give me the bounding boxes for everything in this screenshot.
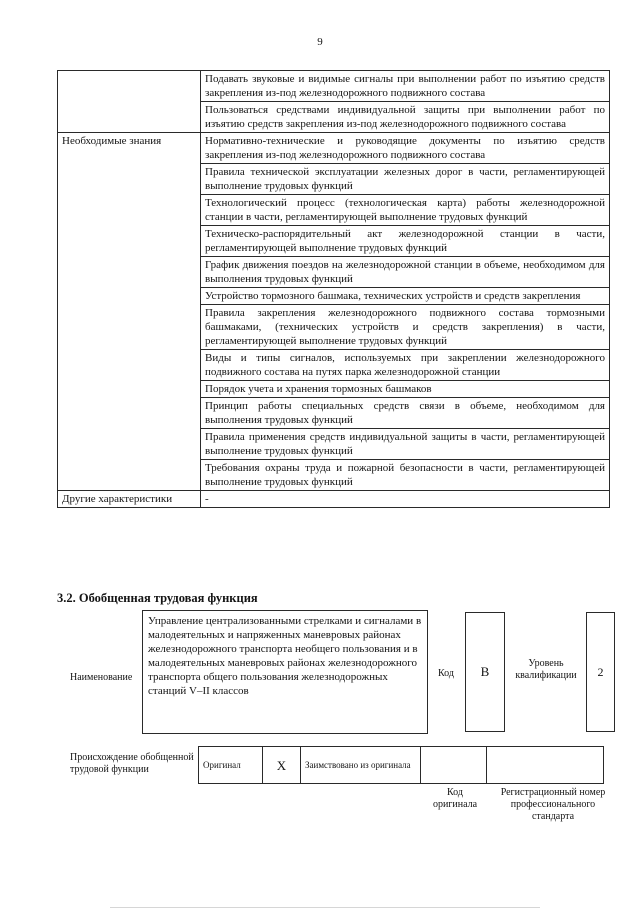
reg-number-cell [487,747,604,784]
borrowed-label: Заимствовано из оригинала [301,747,421,784]
skills-table [57,70,610,508]
knowledge-item: Техническо-распорядительный акт железнодорожной станции в части, регламентирующей выполнение трудовых функций [201,226,610,257]
origin-label: Происхождение обобщенной трудовой функции [70,752,194,775]
bottom-rule [110,907,540,908]
name-label: Наименование [70,672,133,683]
knowledge-item: Устройство тормозного башмака, технических устройств и средств закрепления [201,288,610,305]
empty-label-cell [58,71,201,133]
table-row [199,747,604,784]
other-value: - [201,491,610,508]
original-label: Оригинал [199,747,263,784]
other-label: Другие характеристики [58,491,201,508]
page-number: 9 [317,36,323,48]
code-label: Код [438,668,454,679]
skill-item: Подавать звуковые и видимые сигналы при выполнении работ по изъятию средств закрепления из-под железнодорожного подвижного состава [201,71,610,102]
origin-table [198,746,604,784]
section-heading: 3.2. Обобщенная трудовая функция [57,591,258,605]
knowledge-item: Правила закрепления железнодорожного подвижного состава тормозными башмаками, (технических устройств и средств закрепления) в части, регламентирующей выполнение трудовых функций [201,305,610,350]
original-code-caption: Код оригинала [432,787,478,810]
knowledge-item: График движения поездов на железнодорожной станции в объеме, необходимом для выполнения трудовых функций [201,257,610,288]
skill-item: Пользоваться средствами индивидуальной защиты при выполнении работ по изъятию средств закрепления из-под железнодорожного подвижного состава [201,102,610,133]
knowledge-label: Необходимые знания [58,133,201,491]
knowledge-item: Технологический процесс (технологическая карта) работы железнодорожной станции в части, регламентирующей выполнение трудовых функций [201,195,610,226]
level-label: Уровень квалификации [515,658,577,681]
function-name-box: Управление централизованными стрелками и сигналами в малодеятельных и напряженных маневровых районах железнодорожного транспорта необщего пользования и в малодеятельных маневровых районах железнодорожного транспорта общего пользования железнодорожных станций V–II классов [142,610,428,734]
table-row [58,491,610,508]
reg-number-caption: Регистрационный номер профессионального стандарта [500,787,606,822]
level-value-box: 2 [586,612,615,732]
knowledge-item: Правила технической эксплуатации железных дорог в части, регламентирующей выполнение трудовых функций [201,164,610,195]
knowledge-item: Требования охраны труда и пожарной безопасности в части, регламентирующей выполнение трудовых функций [201,460,610,491]
code-value-box: B [465,612,505,732]
knowledge-item: Принцип работы специальных средств связи в объеме, необходимом для выполнения трудовых функций [201,398,610,429]
knowledge-item: Правила применения средств индивидуальной защиты в части, регламентирующей выполнение трудовых функций [201,429,610,460]
knowledge-item: Виды и типы сигналов, используемых при закреплении железнодорожного подвижного состава на путях парка железнодорожной станции [201,350,610,381]
table-row [58,71,610,102]
original-code-cell [421,747,487,784]
knowledge-item: Нормативно-технические и руководящие документы по изъятию средств закрепления из-под железнодорожного подвижного состава [201,133,610,164]
knowledge-item: Порядок учета и хранения тормозных башмаков [201,381,610,398]
table-row [58,133,610,164]
original-mark: X [263,747,301,784]
